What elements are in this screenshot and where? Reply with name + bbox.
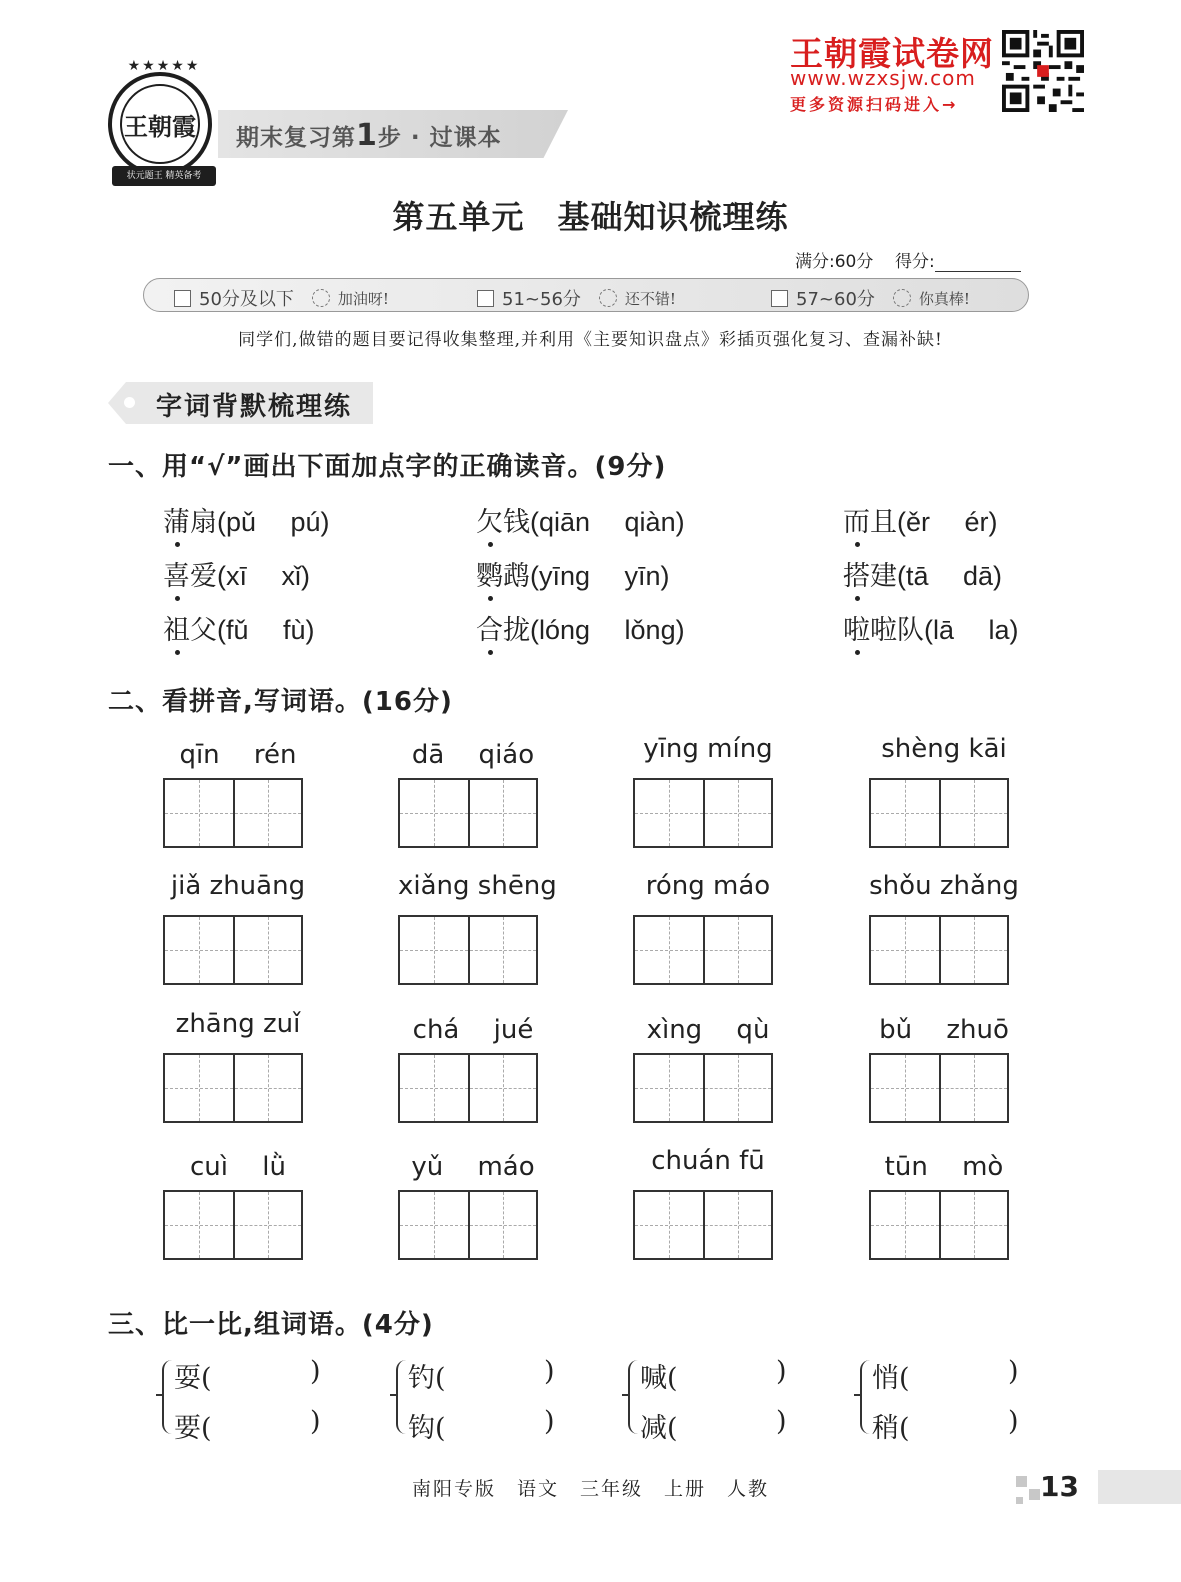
pinyin-options[interactable]: (yīng yīn) (530, 561, 670, 591)
qr-code-icon[interactable] (1002, 30, 1084, 112)
closing-paren: ) (776, 1406, 787, 1437)
pinyin-label: chá jué (412, 1015, 534, 1045)
brand-url[interactable]: www.wzxsjw.com (790, 66, 976, 90)
writing-grid[interactable] (398, 915, 538, 985)
got-score-label: 得分: (894, 252, 935, 272)
pinyin-label: shèng kāi (881, 734, 1007, 764)
pinyin-options[interactable]: (tā dā) (897, 561, 1003, 591)
writing-cell[interactable] (939, 917, 1007, 983)
compare-word[interactable]: 耍( (174, 1363, 212, 1394)
closing-paren: ) (1008, 1406, 1019, 1437)
smile-icon (312, 289, 330, 307)
closing-paren: ) (776, 1356, 787, 1387)
emphasis-dot-icon (488, 650, 493, 655)
question-2-title: 二、看拼音,写词语。(16分) (108, 687, 453, 717)
brand-subtitle: 更多资源扫码进入→ (790, 95, 959, 114)
word-characters: 而且 (843, 507, 897, 538)
pronunciation-item (476, 554, 670, 593)
checkbox[interactable] (174, 290, 191, 307)
step-prefix: 期末复习第 (236, 125, 356, 151)
writing-cell[interactable] (635, 780, 703, 846)
grade-message: 还不错! (624, 289, 676, 308)
grade-bar (143, 278, 1029, 312)
emphasis-dot-icon (855, 596, 860, 601)
pinyin-label: jiǎ zhuāng (170, 871, 306, 901)
compare-pair (860, 1356, 1030, 1444)
emphasis-dot-icon (855, 650, 860, 655)
pinyin-options[interactable]: (xī xǐ) (217, 561, 310, 591)
writing-cell[interactable] (635, 917, 703, 983)
section-label: 字词背默梳理练 (156, 392, 353, 422)
writing-cell[interactable] (468, 1192, 536, 1258)
writing-grid[interactable] (869, 1190, 1009, 1260)
pinyin-label: róng máo (645, 871, 771, 901)
writing-grid[interactable] (398, 778, 538, 848)
writing-cell[interactable] (233, 917, 301, 983)
tag-hole-icon (124, 397, 135, 408)
writing-grid[interactable] (869, 915, 1009, 985)
compare-word[interactable]: 减( (640, 1413, 678, 1444)
writing-grid[interactable] (163, 778, 303, 848)
grade-item (174, 285, 389, 311)
checkbox[interactable] (771, 290, 788, 307)
pronunciation-item (163, 608, 315, 647)
smile-icon (599, 289, 617, 307)
step-number: 1 (356, 118, 378, 153)
writing-grid[interactable] (163, 1053, 303, 1123)
brand-title: 王朝霞试卷网 (790, 34, 994, 73)
writing-cell[interactable] (400, 1192, 468, 1258)
writing-cell[interactable] (703, 917, 771, 983)
writing-cell[interactable] (703, 780, 771, 846)
emphasis-dot-icon (175, 650, 180, 655)
writing-grid[interactable] (633, 1190, 773, 1260)
word-characters: 搭建 (843, 561, 897, 592)
emphasis-dot-icon (488, 542, 493, 547)
writing-cell[interactable] (468, 780, 536, 846)
pinyin-label: zhāng zuǐ (175, 1009, 301, 1039)
notice-text: 同学们,做错的题目要记得收集整理,并利用《主要知识盘点》彩插页强化复习、查漏补缺! (238, 330, 943, 350)
writing-cell[interactable] (165, 1055, 233, 1121)
pronunciation-item (163, 554, 310, 593)
writing-grid[interactable] (633, 778, 773, 848)
writing-cell[interactable] (939, 1192, 1007, 1258)
logo-text: 王朝霞 (120, 84, 200, 164)
pronunciation-item (163, 500, 330, 539)
pinyin-label: yǔ máo (411, 1152, 535, 1182)
star-icons: ★★★★★ (127, 58, 201, 74)
logo-ribbon: 状元题王 精英备考 (112, 166, 216, 186)
compare-pair (162, 1356, 332, 1444)
writing-cell[interactable] (233, 1192, 301, 1258)
pinyin-label: bǔ zhuō (879, 1015, 1009, 1045)
pinyin-label: qīn rén (179, 740, 297, 770)
compare-word[interactable]: 要( (174, 1413, 212, 1444)
writing-cell[interactable] (871, 780, 939, 846)
pinyin-options[interactable]: (pǔ pú) (217, 507, 330, 537)
pronunciation-item (843, 554, 1002, 593)
pronunciation-item (476, 500, 685, 539)
word-characters: 祖父 (163, 615, 217, 646)
pinyin-options[interactable]: (lā la) (924, 615, 1019, 645)
compare-word[interactable]: 悄( (872, 1363, 910, 1394)
question-1-title: 一、用“√”画出下面加点字的正确读音。(9分) (108, 452, 667, 482)
footer-text: 南阳专版 语文 三年级 上册 人教 (411, 1478, 769, 1500)
writing-grid[interactable] (869, 1053, 1009, 1123)
writing-grid[interactable] (633, 915, 773, 985)
word-characters: 啦啦队 (843, 615, 924, 646)
score-line (795, 247, 1021, 272)
writing-grid[interactable] (633, 1053, 773, 1123)
closing-paren: ) (310, 1356, 321, 1387)
writing-cell[interactable] (871, 917, 939, 983)
pinyin-label: cuì lǜ (190, 1152, 286, 1182)
pinyin-label: dā qiáo (411, 740, 535, 770)
writing-cell[interactable] (165, 917, 233, 983)
step-suffix: 步 · 过课本 (377, 125, 502, 151)
brace-icon (860, 1360, 870, 1434)
pinyin-label: shǒu zhǎng (869, 871, 1019, 901)
pinyin-options[interactable]: (lóng lǒng) (530, 615, 685, 645)
writing-cell[interactable] (635, 1192, 703, 1258)
pronunciation-item (843, 500, 998, 539)
word-characters: 鹦鹉 (476, 561, 530, 592)
question-3-title: 三、比一比,组词语。(4分) (108, 1310, 434, 1340)
pinyin-label: xìng qù (646, 1015, 770, 1045)
writing-grid[interactable] (398, 1053, 538, 1123)
grade-item (477, 285, 676, 311)
brace-icon (628, 1360, 638, 1434)
step-label (236, 118, 502, 153)
pinyin-options[interactable]: (qiān qiàn) (530, 507, 685, 537)
page-number: 13 (1040, 1470, 1079, 1503)
grade-range: 50分及以下 (199, 289, 294, 310)
writing-cell[interactable] (233, 780, 301, 846)
closing-paren: ) (544, 1356, 555, 1387)
deco-square (1029, 1489, 1040, 1500)
pinyin-label: tūn mò (884, 1152, 1004, 1182)
deco-square (1016, 1497, 1023, 1504)
writing-cell[interactable] (871, 1055, 939, 1121)
pinyin-label: xiǎng shēng (398, 871, 557, 901)
compare-word[interactable]: 稍( (872, 1413, 910, 1444)
compare-word[interactable]: 喊( (640, 1363, 678, 1394)
checkbox[interactable] (477, 290, 494, 307)
emphasis-dot-icon (488, 596, 493, 601)
pronunciation-item (843, 608, 1019, 647)
writing-grid[interactable] (869, 778, 1009, 848)
emphasis-dot-icon (175, 596, 180, 601)
writing-cell[interactable] (233, 1055, 301, 1121)
writing-cell[interactable] (400, 780, 468, 846)
compare-pair (628, 1356, 798, 1444)
closing-paren: ) (310, 1406, 321, 1437)
score-blank[interactable] (935, 255, 1021, 272)
closing-paren: ) (544, 1406, 555, 1437)
pronunciation-item (476, 608, 685, 647)
pinyin-options[interactable]: (ěr ér) (897, 507, 998, 537)
grade-message: 你真棒! (918, 289, 970, 308)
brand-logo (108, 58, 212, 181)
writing-cell[interactable] (400, 1055, 468, 1121)
full-score: 满分:60分 (795, 252, 874, 272)
writing-cell[interactable] (871, 1192, 939, 1258)
writing-grid[interactable] (398, 1190, 538, 1260)
writing-cell[interactable] (468, 1055, 536, 1121)
page-title: 第五单元 基础知识梳理练 (392, 198, 789, 236)
compare-word[interactable]: 钓( (408, 1363, 446, 1394)
word-characters: 蒲扇 (163, 507, 217, 538)
word-characters: 欠钱 (476, 507, 530, 538)
writing-cell[interactable] (939, 1055, 1007, 1121)
writing-cell[interactable] (468, 917, 536, 983)
word-characters: 合拢 (476, 615, 530, 646)
brace-icon (162, 1360, 172, 1434)
writing-cell[interactable] (703, 1192, 771, 1258)
pinyin-label: chuán fū (651, 1146, 765, 1176)
grade-range: 51~56分 (502, 289, 581, 310)
grade-range: 57~60分 (796, 289, 875, 310)
writing-cell[interactable] (165, 1192, 233, 1258)
deco-square (1016, 1476, 1027, 1487)
writing-cell[interactable] (635, 1055, 703, 1121)
writing-cell[interactable] (400, 917, 468, 983)
smile-icon (893, 289, 911, 307)
writing-grid[interactable] (163, 915, 303, 985)
writing-cell[interactable] (703, 1055, 771, 1121)
emphasis-dot-icon (175, 542, 180, 547)
pinyin-label: yīng míng (643, 734, 773, 764)
emphasis-dot-icon (855, 542, 860, 547)
grade-item (771, 285, 970, 311)
writing-grid[interactable] (163, 1190, 303, 1260)
pinyin-options[interactable]: (fǔ fù) (217, 615, 315, 645)
page-band (1098, 1470, 1181, 1504)
word-characters: 喜爱 (163, 561, 217, 592)
compare-pair (396, 1356, 566, 1444)
writing-cell[interactable] (165, 780, 233, 846)
grade-message: 加油呀! (337, 289, 389, 308)
closing-paren: ) (1008, 1356, 1019, 1387)
compare-word[interactable]: 钩( (408, 1413, 446, 1444)
brace-icon (396, 1360, 406, 1434)
writing-cell[interactable] (939, 780, 1007, 846)
